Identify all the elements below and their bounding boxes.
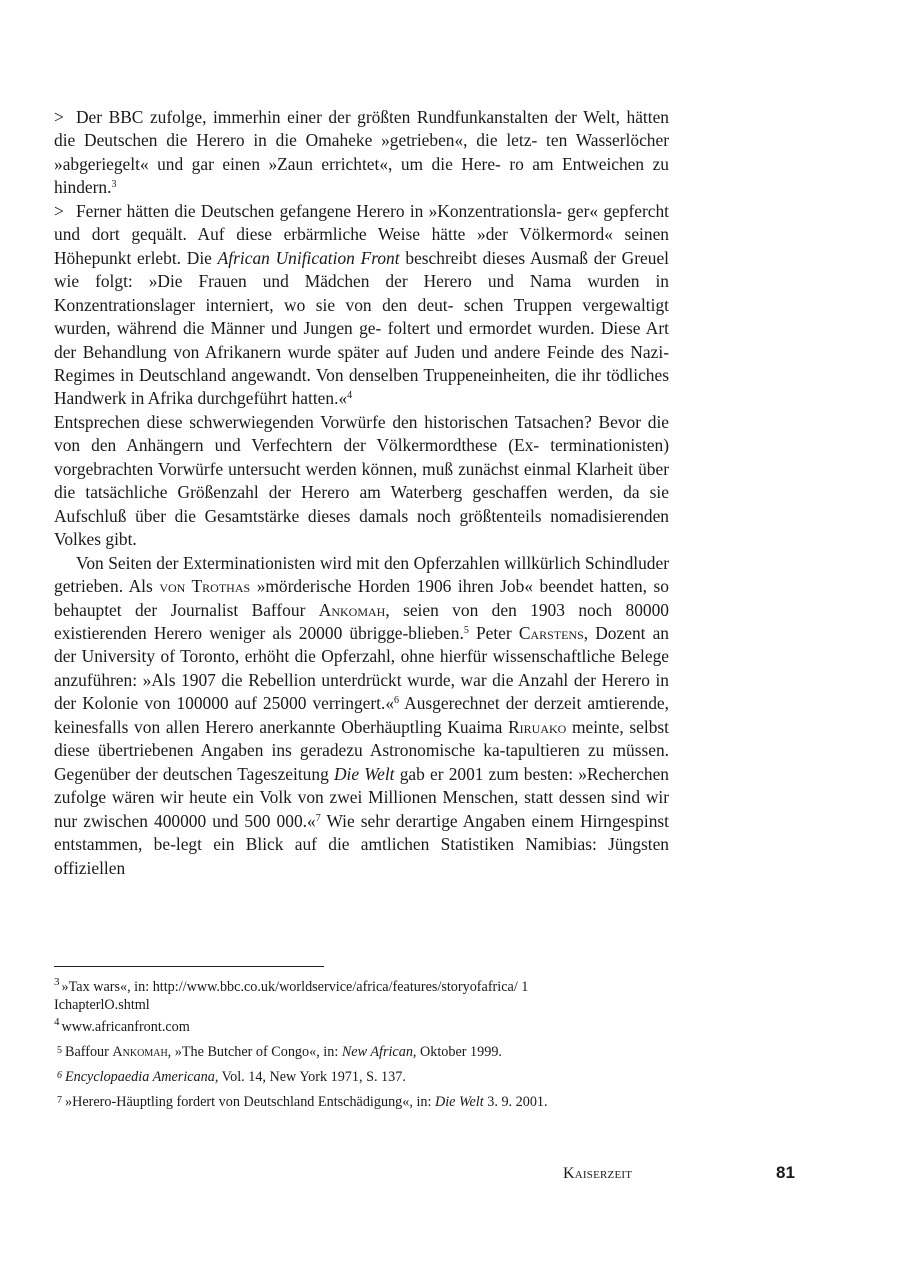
text-line: terminationisten) vorgebrachten Vorwürfe untersucht werden können, muß [54,435,669,479]
footnote-number: 3 [54,976,60,988]
footnote-ref-7: 7 [315,812,321,824]
paragraph-victim-numbers [54,552,669,880]
text-segment: , seien von den 1903 noch 80000 existierenden Herero weniger als 20000 übrigge-blieben. [54,599,669,643]
footnote-7 [54,1092,669,1111]
footnote-text: Vol. 14, New York 1971, S. 137. [218,1069,406,1085]
text-line: damals noch größtenteils nomadisierenden Volkes gibt. [54,505,670,550]
footnote-number: 5 [57,1045,62,1056]
footnote-number: 6 [57,1070,62,1081]
person-name: Ankomah [112,1044,168,1060]
footnote-text: www.africanfront.com [61,1019,190,1035]
footnotes [54,978,669,1111]
text-line: Der BBC zufolge, immerhin einer der größten Rundfunkanstalten der [76,107,577,127]
newspaper-title: Die Welt [333,763,395,784]
page-number: 81 [776,1163,795,1182]
footnote-4 [54,1018,669,1036]
footnote-text: Oktober 1999. [416,1044,502,1060]
text-line: Waterberg geschaffen werden, da sie Aufschluß über die Gesamtstärke dieses [54,482,669,526]
text-line: angewandt. Von denselben Truppeneinheiten, die ihr tödliches Handwerk [54,364,669,409]
footnote-text: »Herero-Häuptling fordert von Deutschland Entschädigung«, in: [65,1094,435,1110]
publication-title: Die Welt [434,1094,484,1110]
footnote-number: 4 [54,1016,60,1028]
footnote-text: IchapterlO.shtml [54,997,150,1013]
paragraph-bbc [54,106,669,200]
text-line: und Nama wurden in Konzentrationslager interniert, wo sie von den deut- [54,271,669,315]
text-segment: , Dozent an der University of Toronto, erhöht die Opferzahl, ohne hierfür wissenschaftliche Belege anzuführen: »Als 1907 die Rebellion unterdrückt wurde, war die Anzahl der Herero in der Kolonie von 100000 auf 25000 verringert.« [54,622,669,714]
paragraph-concentration-camps [54,200,669,411]
text-segment: meinte, selbst diese übertriebenen Angaben ins geradezu Astronomische ka-tapultieren zu müssen. Gegenüber der deutschen Tageszeitung [54,716,669,784]
organization-name: African Unification Front [217,247,400,268]
text-line: Ferner hätten die Deutschen gefangene Herero in »Konzentrationsla- [76,200,562,221]
text-line: Bevor die von den Anhängern und Verfechtern der Völkermordthese (Ex- [54,411,669,456]
footnote-5 [54,1042,669,1061]
text-line: wurde später auf Juden und andere Feinde des Nazi-Regimes in Deutschland [54,341,669,385]
text-line: ro am Entweichen zu hindern. [54,153,669,198]
footnote-ref-4: 4 [347,390,353,402]
footnote-ref-5: 5 [463,624,469,636]
footnote-ref-6: 6 [394,695,400,707]
text-segment: Völkermord« seinen Höhepunkt erlebt. Die [54,224,669,268]
footnote-6 [54,1067,669,1086]
text-line: ger« gepfercht und dort gequält. Auf diese erbärmliche Weise hätte »der [54,200,669,245]
footnote-text: Baffour [65,1044,113,1060]
footnote-text: , »The Butcher of Congo«, in: [167,1044,342,1060]
person-name: Carstens [518,622,584,643]
text-segment: Wie sehr derartige Angaben einem Hirngespinst entstammen, be-legt ein Blick auf die amtlichen Statistiken Namibias: Jüngsten offiziellen [54,810,669,878]
text-segment: Von Seiten der Exterminationisten wird mit den Opferzahlen willkürlich Schindluder getrieben. Als [54,552,669,597]
footnote-ref-3: 3 [111,179,117,191]
text-line: schen Truppen vergewaltigt wurden, während die Männer und Jungen ge- [54,294,669,339]
publication-title: Encyclopaedia Americana, [65,1069,219,1085]
text-segment: beschreibt [399,247,477,268]
text-line: Welt, hätten die Deutschen die Herero in die Omaheke »getrieben«, die letz- [54,107,669,151]
text-segment: gab er 2001 zum besten: »Recherchen zufolge wären wir heute ein Volk von zwei Millionen Menschen, statt dessen sind wir nur zwischen 400000 und 500 000.« [54,763,670,831]
text-segment: Ausgerechnet der derzeit amtierende, keinesfalls von allen Herero anerkannte Oberhäuptling Kuaima [54,693,669,737]
quote-marker: > [54,200,64,221]
text-segment: »mörderische Horden 1906 ihren Job« beendet hatten, so behauptet der Journalist Baffour [54,576,669,620]
quote-marker: > [54,107,64,127]
text-line: in Afrika durchgeführt hatten.« [130,388,348,409]
text-line: Entsprechen diese schwerwiegenden Vorwürfe den historischen Tatsachen? [54,411,592,432]
text-line: foltert und ermordet wurden. Diese Art der Behandlung von Afrikanern [54,318,669,362]
person-name: von Trothas [159,576,251,597]
footnote-text: 3. 9. 2001. [483,1094,548,1110]
person-name: Riruako [508,716,567,737]
text-line: ten Wasserlöcher »abgeriegelt« und gar einen »Zaun errichtet«, um die Here- [54,130,670,174]
text-line: dieses Ausmaß der Greuel wie folgt: »Die Frauen und Mädchen der Herero [54,247,669,292]
footnote-divider [54,966,324,967]
text-segment: Peter [468,622,519,643]
footnote-text: »Tax wars«, in: http://www.bbc.co.uk/worldservice/africa/features/storyofafrica/ 1 [61,979,529,995]
footnote-number: 7 [57,1095,62,1106]
text-line: zunächst einmal Klarheit über die tatsächliche Größenzahl der Herero am [54,458,669,503]
main-text [54,106,669,880]
footnote-3 [54,978,669,1014]
publication-title: New African, [341,1044,417,1060]
person-name: Ankomah [318,599,386,620]
paragraph-question [54,411,669,552]
running-title: Kaiserzeit [563,1165,633,1182]
